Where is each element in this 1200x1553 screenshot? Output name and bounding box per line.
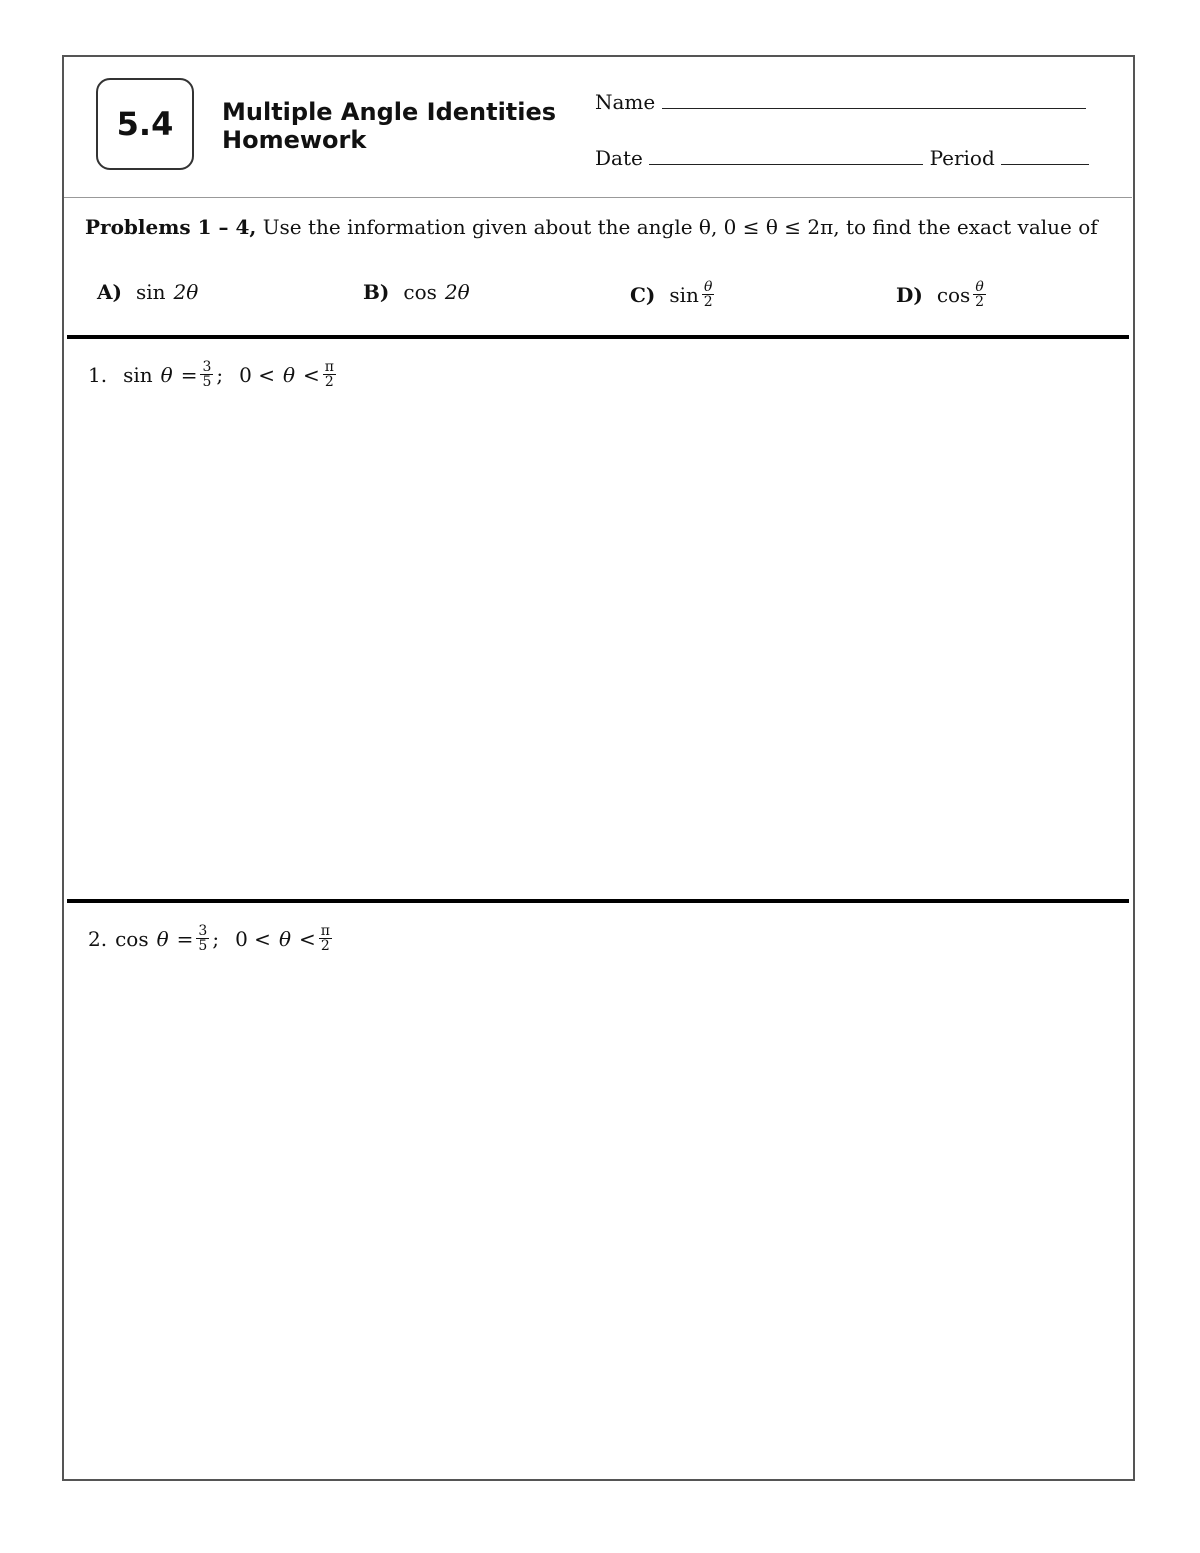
date-blank[interactable]: [649, 146, 923, 165]
problem-1-range-op: <: [303, 362, 320, 387]
instructions-lead: Problems 1 – 4,: [85, 215, 257, 239]
problem-1-sep: ;: [216, 362, 224, 387]
title-line-1: Multiple Angle Identities: [222, 98, 557, 126]
problem-divider: [67, 899, 1129, 903]
problem-1-range-var: θ: [282, 362, 296, 387]
date-field[interactable]: [595, 146, 1089, 170]
problem-2-func: cos: [115, 926, 149, 951]
part-d-letter: D): [896, 282, 923, 307]
problem-1-pi-den: 2: [324, 374, 334, 390]
part-a-func: sin: [135, 280, 166, 304]
problem-1-func: sin: [123, 362, 153, 387]
period-label: Period: [929, 146, 995, 170]
date-label: Date: [595, 146, 643, 170]
instructions: [85, 215, 1098, 239]
problem-2-sep: ;: [212, 926, 220, 951]
part-c: [630, 280, 717, 309]
problem-2-den: 5: [198, 938, 208, 954]
problem-1-var: θ: [160, 362, 173, 387]
problem-2: [88, 924, 335, 953]
part-b: [363, 280, 470, 304]
part-c-fraction: [702, 280, 714, 309]
problem-1-fraction: [200, 360, 213, 389]
name-field[interactable]: [595, 90, 1086, 114]
problem-2-fraction: [196, 924, 209, 953]
part-a-letter: A): [97, 280, 122, 304]
page-frame: [62, 55, 1135, 1481]
problem-2-range-start: 0 <: [235, 926, 271, 951]
problem-2-range-var: θ: [278, 926, 291, 951]
problem-2-eq: =: [176, 926, 194, 951]
problem-2-pi-num: π: [320, 923, 330, 939]
problem-1-pi-fraction: [323, 360, 336, 389]
part-b-arg: 2θ: [444, 280, 470, 304]
name-label: Name: [595, 90, 656, 114]
part-d-num: θ: [975, 279, 984, 295]
part-b-func: cos: [403, 280, 437, 304]
part-a: [97, 280, 198, 304]
problem-1-den: 5: [202, 374, 212, 390]
part-d-den: 2: [975, 294, 984, 310]
period-blank[interactable]: [1001, 146, 1089, 165]
part-d-func: cos: [936, 282, 971, 307]
section-number: 5.4: [116, 105, 174, 143]
part-b-letter: B): [363, 280, 390, 304]
problem-1-pi-num: π: [324, 359, 334, 375]
part-a-arg: 2θ: [173, 280, 199, 304]
part-c-func: sin: [669, 282, 699, 307]
problem-2-range-op: <: [298, 926, 316, 951]
header-divider: [64, 197, 1132, 198]
problem-1: [88, 360, 339, 389]
page-title: [222, 98, 556, 154]
problem-1-num: 3: [202, 359, 212, 375]
part-d-fraction: [973, 280, 985, 309]
problem-1-range-start: 0 <: [239, 362, 275, 387]
parts-divider: [67, 335, 1129, 339]
part-d: [896, 280, 989, 309]
part-c-letter: C): [630, 282, 656, 307]
title-line-2: Homework: [222, 126, 367, 154]
part-c-num: θ: [703, 279, 713, 295]
problem-1-eq: =: [180, 362, 198, 387]
problem-1-number: 1.: [88, 362, 108, 387]
problem-2-number: 2.: [88, 926, 108, 951]
instructions-text: Use the information given about the angle θ, 0 ≤ θ ≤ 2π, to find the exact value of: [262, 215, 1098, 239]
problem-2-var: θ: [156, 926, 169, 951]
name-blank[interactable]: [662, 90, 1086, 109]
section-badge: [96, 78, 194, 170]
problem-2-num: 3: [198, 923, 208, 939]
problem-2-pi-den: 2: [320, 938, 330, 954]
part-c-den: 2: [703, 294, 713, 310]
problem-2-pi-fraction: [319, 924, 332, 953]
